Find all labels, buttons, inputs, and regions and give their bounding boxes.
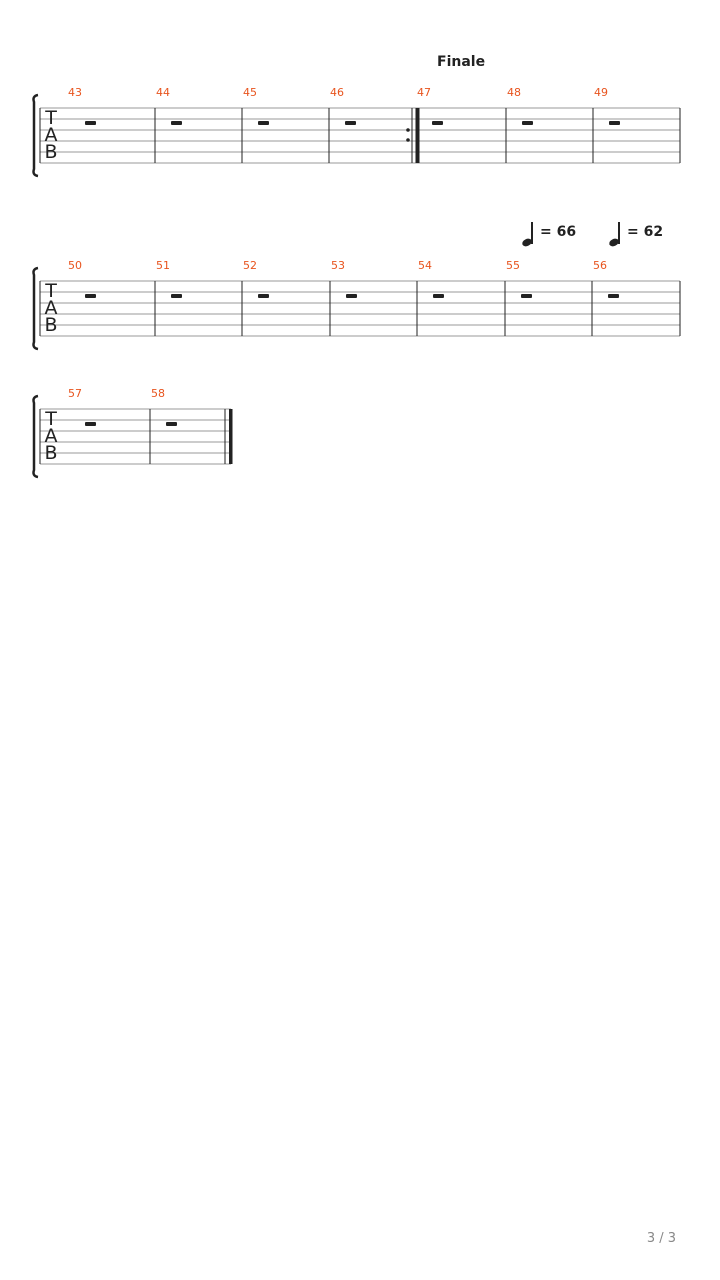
repeat-dot bbox=[406, 138, 410, 142]
tab-clef-letter: B bbox=[44, 141, 58, 163]
section-title: Finale bbox=[437, 54, 486, 70]
tab-clef-letter: A bbox=[44, 124, 58, 146]
rest-symbol bbox=[432, 121, 443, 125]
measure-number: 49 bbox=[594, 86, 608, 99]
measure-number: 51 bbox=[156, 259, 170, 272]
rest-symbol bbox=[433, 294, 444, 298]
measure-number: 56 bbox=[593, 259, 607, 272]
system-bracket bbox=[34, 95, 39, 176]
measure-number: 43 bbox=[68, 86, 82, 99]
measure-number: 57 bbox=[68, 387, 82, 400]
rest-symbol bbox=[85, 294, 96, 298]
rest-symbol bbox=[609, 121, 620, 125]
tab-clef-letter: A bbox=[44, 425, 58, 447]
tab-clef-letter: B bbox=[44, 442, 58, 464]
rest-symbol bbox=[608, 294, 619, 298]
tab-clef-letter: T bbox=[45, 107, 57, 129]
rest-symbol bbox=[85, 422, 96, 426]
rest-symbol bbox=[171, 294, 182, 298]
measure-number: 50 bbox=[68, 259, 82, 272]
system-bracket bbox=[34, 268, 39, 349]
rest-symbol bbox=[346, 294, 357, 298]
measure-number: 48 bbox=[507, 86, 521, 99]
rest-symbol bbox=[521, 294, 532, 298]
final-barline-thick bbox=[229, 409, 233, 464]
rest-symbol bbox=[171, 121, 182, 125]
measure-number: 44 bbox=[156, 86, 170, 99]
measure-number: 55 bbox=[506, 259, 520, 272]
measure-number: 46 bbox=[330, 86, 344, 99]
repeat-barline-thick bbox=[416, 108, 420, 163]
tab-clef-letter: T bbox=[45, 408, 57, 430]
rest-symbol bbox=[258, 294, 269, 298]
tab-clef-letter: T bbox=[45, 280, 57, 302]
measure-number: 53 bbox=[331, 259, 345, 272]
tempo-label: = 62 bbox=[627, 224, 664, 240]
rest-symbol bbox=[522, 121, 533, 125]
repeat-dot bbox=[406, 128, 410, 132]
system-bracket bbox=[34, 396, 39, 477]
tab-clef-letter: B bbox=[44, 314, 58, 336]
page-number: 3 / 3 bbox=[646, 1231, 676, 1246]
measure-number: 52 bbox=[243, 259, 257, 272]
measure-number: 45 bbox=[243, 86, 257, 99]
measure-number: 54 bbox=[418, 259, 432, 272]
rest-symbol bbox=[345, 121, 356, 125]
measure-number: 58 bbox=[151, 387, 165, 400]
measure-number: 47 bbox=[417, 86, 431, 99]
rest-symbol bbox=[85, 121, 96, 125]
rest-symbol bbox=[258, 121, 269, 125]
rest-symbol bbox=[166, 422, 177, 426]
tempo-label: = 66 bbox=[540, 224, 577, 240]
tab-clef-letter: A bbox=[44, 297, 58, 319]
